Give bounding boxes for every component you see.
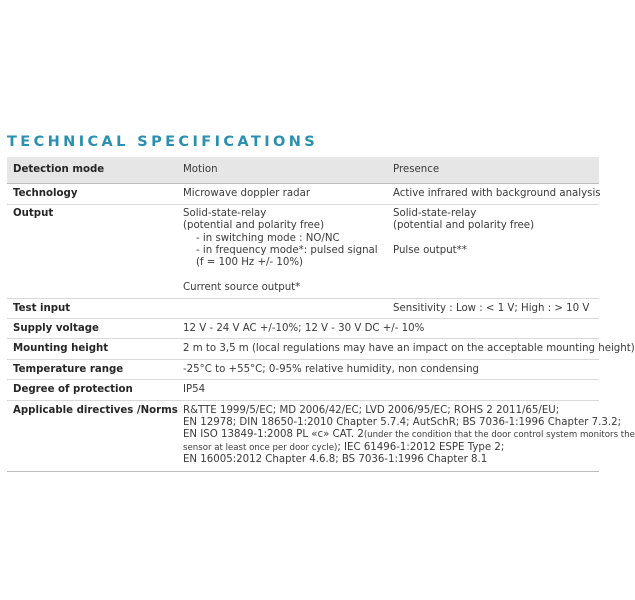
output-motion-line: (f = 100 Hz +/- 10%) (196, 257, 304, 269)
directives-note: (under the condition that the door control system monitors the (363, 430, 635, 441)
header-motion: Motion (183, 157, 393, 184)
table-row-mounting-height (7, 339, 599, 359)
output-motion (183, 204, 393, 298)
output-presence-line: Solid-state-relay (393, 207, 477, 219)
table-row-degree-of-protection (7, 380, 599, 400)
directives-line: EN 12978; DIN 18650-1:2010 Chapter 5.7.4; AutSchR; BS 7036-1:1996 Chapter 7.3.2; (183, 417, 622, 429)
row-label-test-input: Test input (7, 298, 183, 318)
table-row-directives (7, 400, 599, 471)
mounting-height-value: 2 m to 3,5 m (local regulations may have an impact on the acceptable mounting height) (183, 339, 599, 359)
directives-line: EN 16005:2012 Chapter 4.6.8; BS 7036-1:1996 Chapter 8.1 (183, 454, 488, 466)
output-motion-line: - in frequency mode*: pulsed signal (196, 245, 378, 257)
output-motion-spacer (183, 270, 393, 282)
directives-text: ; IEC 61496-1:2012 ESPE Type 2; (337, 441, 505, 453)
supply-voltage-value: 12 V - 24 V AC +/-10%; 12 V - 30 V DC +/- 10% (183, 319, 599, 339)
output-presence-line: Pulse output** (393, 245, 467, 257)
row-label-mounting-height: Mounting height (7, 339, 183, 359)
temperature-range-value: -25°C to +55°C; 0-95% relative humidity, non condensing (183, 359, 599, 379)
directives-line (183, 429, 635, 441)
row-label-output: Output (7, 204, 183, 298)
header-detection-mode: Detection mode (7, 157, 183, 184)
output-motion-line: Solid-state-relay (183, 207, 267, 219)
output-motion-line: - in switching mode : NO/NC (196, 232, 340, 244)
header-presence: Presence (393, 157, 599, 184)
directives-text: EN ISO 13849-1:2008 PL «c» CAT. 2 (183, 429, 364, 441)
table-row-supply-voltage (7, 319, 599, 339)
technology-presence: Active infrared with background analysis (393, 184, 599, 204)
table-row-technology (7, 184, 599, 204)
test-input-motion (183, 298, 393, 318)
row-label-technology: Technology (7, 184, 183, 204)
degree-of-protection-value: IP54 (183, 380, 599, 400)
row-label-temperature-range: Temperature range (7, 359, 183, 379)
output-motion-line: Current source output* (183, 282, 301, 294)
directives-line: R&TTE 1999/5/EC; MD 2006/42/EC; LVD 2006/95/EC; ROHS 2 2011/65/EU; (183, 404, 560, 416)
directives-note: sensor at least once per door cycle) (183, 442, 338, 453)
table-header-row (7, 157, 599, 184)
test-input-presence: Sensitivity : Low : < 1 V; High : > 10 V (393, 298, 599, 318)
page-title: TECHNICAL SPECIFICATIONS (7, 134, 319, 150)
directives-line (183, 442, 599, 454)
output-motion-line: (potential and polarity free) (183, 220, 325, 232)
table-row-temperature-range (7, 359, 599, 379)
row-label-degree-of-protection: Degree of protection (7, 380, 183, 400)
directives-value (183, 400, 635, 471)
table-row-test-input (7, 298, 599, 318)
output-presence-line: (potential and polarity free) (393, 220, 535, 232)
row-label-directives: Applicable directives /Norms (7, 400, 183, 471)
row-label-supply-voltage: Supply voltage (7, 319, 183, 339)
output-presence (393, 204, 599, 298)
technology-motion: Microwave doppler radar (183, 184, 393, 204)
table-row-output (7, 204, 599, 298)
output-presence-spacer (393, 233, 599, 245)
specifications-table (7, 157, 635, 472)
